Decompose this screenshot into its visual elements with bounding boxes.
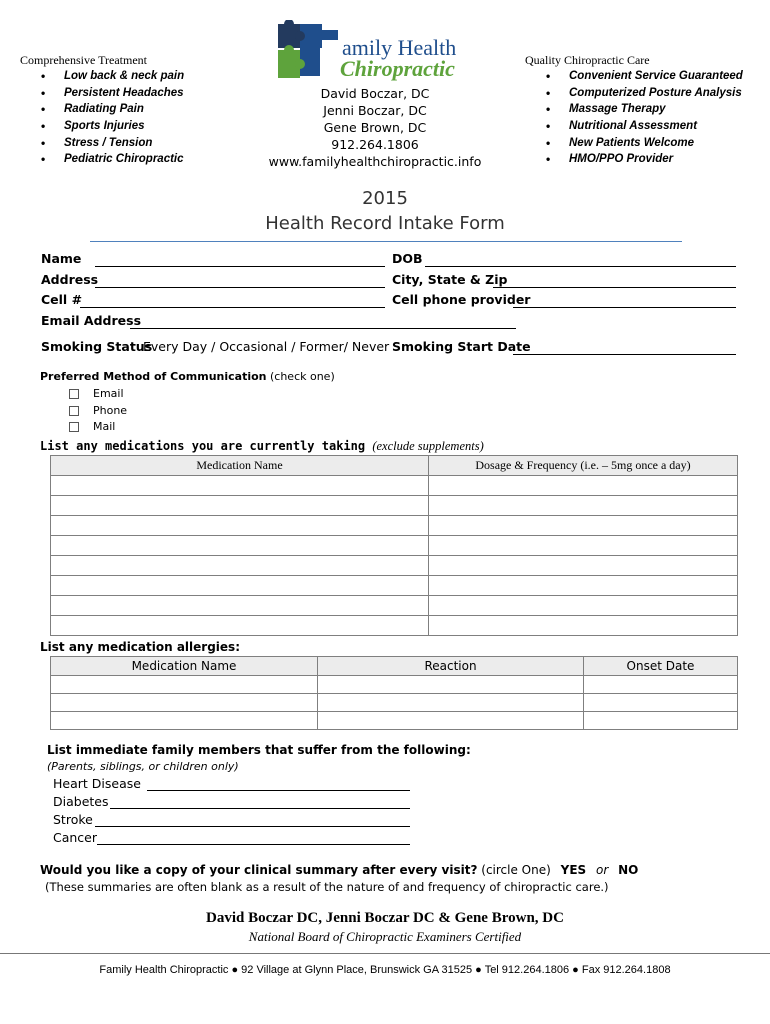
provider-field[interactable] bbox=[513, 307, 736, 308]
smoking-options[interactable]: Every Day / Occasional / Former/ Never bbox=[143, 339, 390, 354]
email-label: Email Address bbox=[41, 313, 142, 328]
footer-contact bbox=[0, 964, 770, 976]
option-email[interactable]: Email bbox=[69, 386, 127, 403]
summary-circle-hint: (circle One) bbox=[481, 863, 551, 877]
list-item: • Computerized Posture Analysis bbox=[525, 85, 765, 102]
bullet-icon: ● bbox=[231, 964, 242, 976]
communication-options bbox=[69, 386, 127, 436]
doctor-name: David Boczar, DC bbox=[320, 86, 430, 101]
no-option[interactable]: NO bbox=[618, 863, 639, 877]
list-item: • Massage Therapy bbox=[525, 101, 765, 118]
footer-address: 92 Village at Glynn Place, Brunswick GA 31525 bbox=[241, 964, 473, 976]
logo-text-top: amily Health bbox=[342, 35, 457, 60]
table-row[interactable] bbox=[51, 536, 738, 556]
dob-label: DOB bbox=[392, 251, 423, 266]
medications-table bbox=[50, 455, 738, 636]
summary-note: (These summaries are often blank as a result of the nature of and frequency of chiropractic care.) bbox=[45, 880, 609, 894]
footer-tel: Tel 912.264.1806 bbox=[484, 964, 570, 976]
family-heading: List immediate family members that suffer from the following: bbox=[47, 743, 471, 757]
right-services-list bbox=[525, 68, 765, 168]
provider-label: Cell phone provider bbox=[392, 292, 531, 307]
list-item: • New Patients Welcome bbox=[525, 135, 765, 152]
checkbox-icon[interactable] bbox=[69, 406, 79, 416]
stroke-field[interactable] bbox=[95, 826, 410, 827]
summary-question-text: Would you like a copy of your clinical summary after every visit? bbox=[40, 863, 478, 877]
left-column-title: Comprehensive Treatment bbox=[20, 53, 147, 67]
list-item: • Convenient Service Guaranteed bbox=[525, 68, 765, 85]
list-item: • Radiating Pain bbox=[20, 101, 260, 118]
footer-fax: Fax 912.264.1808 bbox=[581, 964, 671, 976]
doctor-name: Jenni Boczar, DC bbox=[323, 103, 427, 118]
logo-text-bottom: Chiropractic bbox=[340, 56, 455, 81]
column-header: Medication Name bbox=[51, 456, 429, 476]
column-header: Medication Name bbox=[51, 657, 318, 676]
city-field[interactable] bbox=[493, 287, 736, 288]
table-row[interactable] bbox=[51, 596, 738, 616]
condition-label: Cancer bbox=[53, 830, 98, 845]
dob-field[interactable] bbox=[425, 266, 736, 267]
condition-label: Diabetes bbox=[53, 794, 109, 809]
city-label: City, State & Zip bbox=[392, 272, 508, 287]
allergies-heading: List any medication allergies: bbox=[40, 640, 240, 654]
checkbox-icon[interactable] bbox=[69, 389, 79, 399]
medications-heading bbox=[40, 439, 484, 454]
form-title: Health Record Intake Form bbox=[265, 213, 505, 234]
address-label: Address bbox=[41, 272, 99, 287]
table-row[interactable] bbox=[51, 496, 738, 516]
email-field[interactable] bbox=[130, 328, 516, 329]
list-item: • Persistent Headaches bbox=[20, 85, 260, 102]
column-header: Reaction bbox=[318, 657, 584, 676]
puzzle-logo-icon bbox=[270, 20, 342, 86]
website: www.familyhealthchiropractic.info bbox=[268, 154, 482, 169]
option-mail[interactable]: Mail bbox=[69, 419, 127, 436]
phone-number: 912.264.1806 bbox=[331, 137, 419, 152]
condition-label: Heart Disease bbox=[53, 776, 141, 791]
list-item: • Sports Injuries bbox=[20, 118, 260, 135]
doctor-name: Gene Brown, DC bbox=[323, 120, 427, 135]
smoking-start-field[interactable] bbox=[513, 354, 736, 355]
footer-doctors: David Boczar DC, Jenni Boczar DC & Gene Brown, DC bbox=[206, 910, 564, 926]
list-item: • Pediatric Chiropractic bbox=[20, 151, 260, 168]
footer-certification: National Board of Chiropractic Examiners Certified bbox=[248, 929, 522, 944]
cancer-field[interactable] bbox=[97, 844, 410, 845]
column-header: Dosage & Frequency (i.e. – 5mg once a day) bbox=[429, 456, 738, 476]
table-row[interactable] bbox=[51, 476, 738, 496]
right-column-title: Quality Chiropractic Care bbox=[525, 53, 650, 67]
left-services-list bbox=[20, 68, 260, 168]
bullet-icon: ● bbox=[475, 964, 485, 976]
list-item: • HMO/PPO Provider bbox=[525, 151, 765, 168]
medications-heading-text: List any medications you are currently taking bbox=[40, 439, 366, 453]
table-row[interactable] bbox=[51, 694, 738, 712]
logo bbox=[270, 20, 470, 86]
practice-contact bbox=[235, 85, 515, 170]
table-row[interactable] bbox=[51, 576, 738, 596]
list-item: • Nutritional Assessment bbox=[525, 118, 765, 135]
address-field[interactable] bbox=[95, 287, 385, 288]
summary-question bbox=[40, 863, 638, 877]
communication-hint: (check one) bbox=[269, 370, 335, 383]
list-item: • Low back & neck pain bbox=[20, 68, 260, 85]
or-text: or bbox=[595, 863, 609, 877]
communication-label: Preferred Method of Communication bbox=[40, 370, 267, 383]
cell-label: Cell # bbox=[41, 292, 83, 307]
smoking-status-label: Smoking Status bbox=[41, 339, 153, 354]
medications-hint: (exclude supplements) bbox=[372, 439, 484, 453]
table-row[interactable] bbox=[51, 676, 738, 694]
table-row[interactable] bbox=[51, 616, 738, 636]
list-item: • Stress / Tension bbox=[20, 135, 260, 152]
option-phone[interactable]: Phone bbox=[69, 403, 127, 420]
bullet-icon: ● bbox=[572, 964, 582, 976]
name-label: Name bbox=[41, 251, 82, 266]
form-year: 2015 bbox=[362, 188, 408, 209]
title-rule bbox=[90, 241, 682, 242]
allergies-table bbox=[50, 656, 738, 730]
checkbox-icon[interactable] bbox=[69, 422, 79, 432]
table-row[interactable] bbox=[51, 556, 738, 576]
smoking-start-label: Smoking Start Date bbox=[392, 339, 531, 354]
footer-rule bbox=[0, 953, 770, 954]
name-field[interactable] bbox=[95, 266, 385, 267]
condition-label: Stroke bbox=[53, 812, 93, 827]
cell-field[interactable] bbox=[80, 307, 385, 308]
column-header: Onset Date bbox=[584, 657, 738, 676]
footer-practice: Family Health Chiropractic bbox=[99, 964, 229, 976]
diabetes-field[interactable] bbox=[110, 808, 410, 809]
communication-heading bbox=[40, 370, 335, 383]
heart-disease-field[interactable] bbox=[147, 790, 410, 791]
table-row[interactable] bbox=[51, 516, 738, 536]
yes-option[interactable]: YES bbox=[560, 863, 587, 877]
family-hint: (Parents, siblings, or children only) bbox=[47, 760, 239, 773]
table-row[interactable] bbox=[51, 712, 738, 730]
